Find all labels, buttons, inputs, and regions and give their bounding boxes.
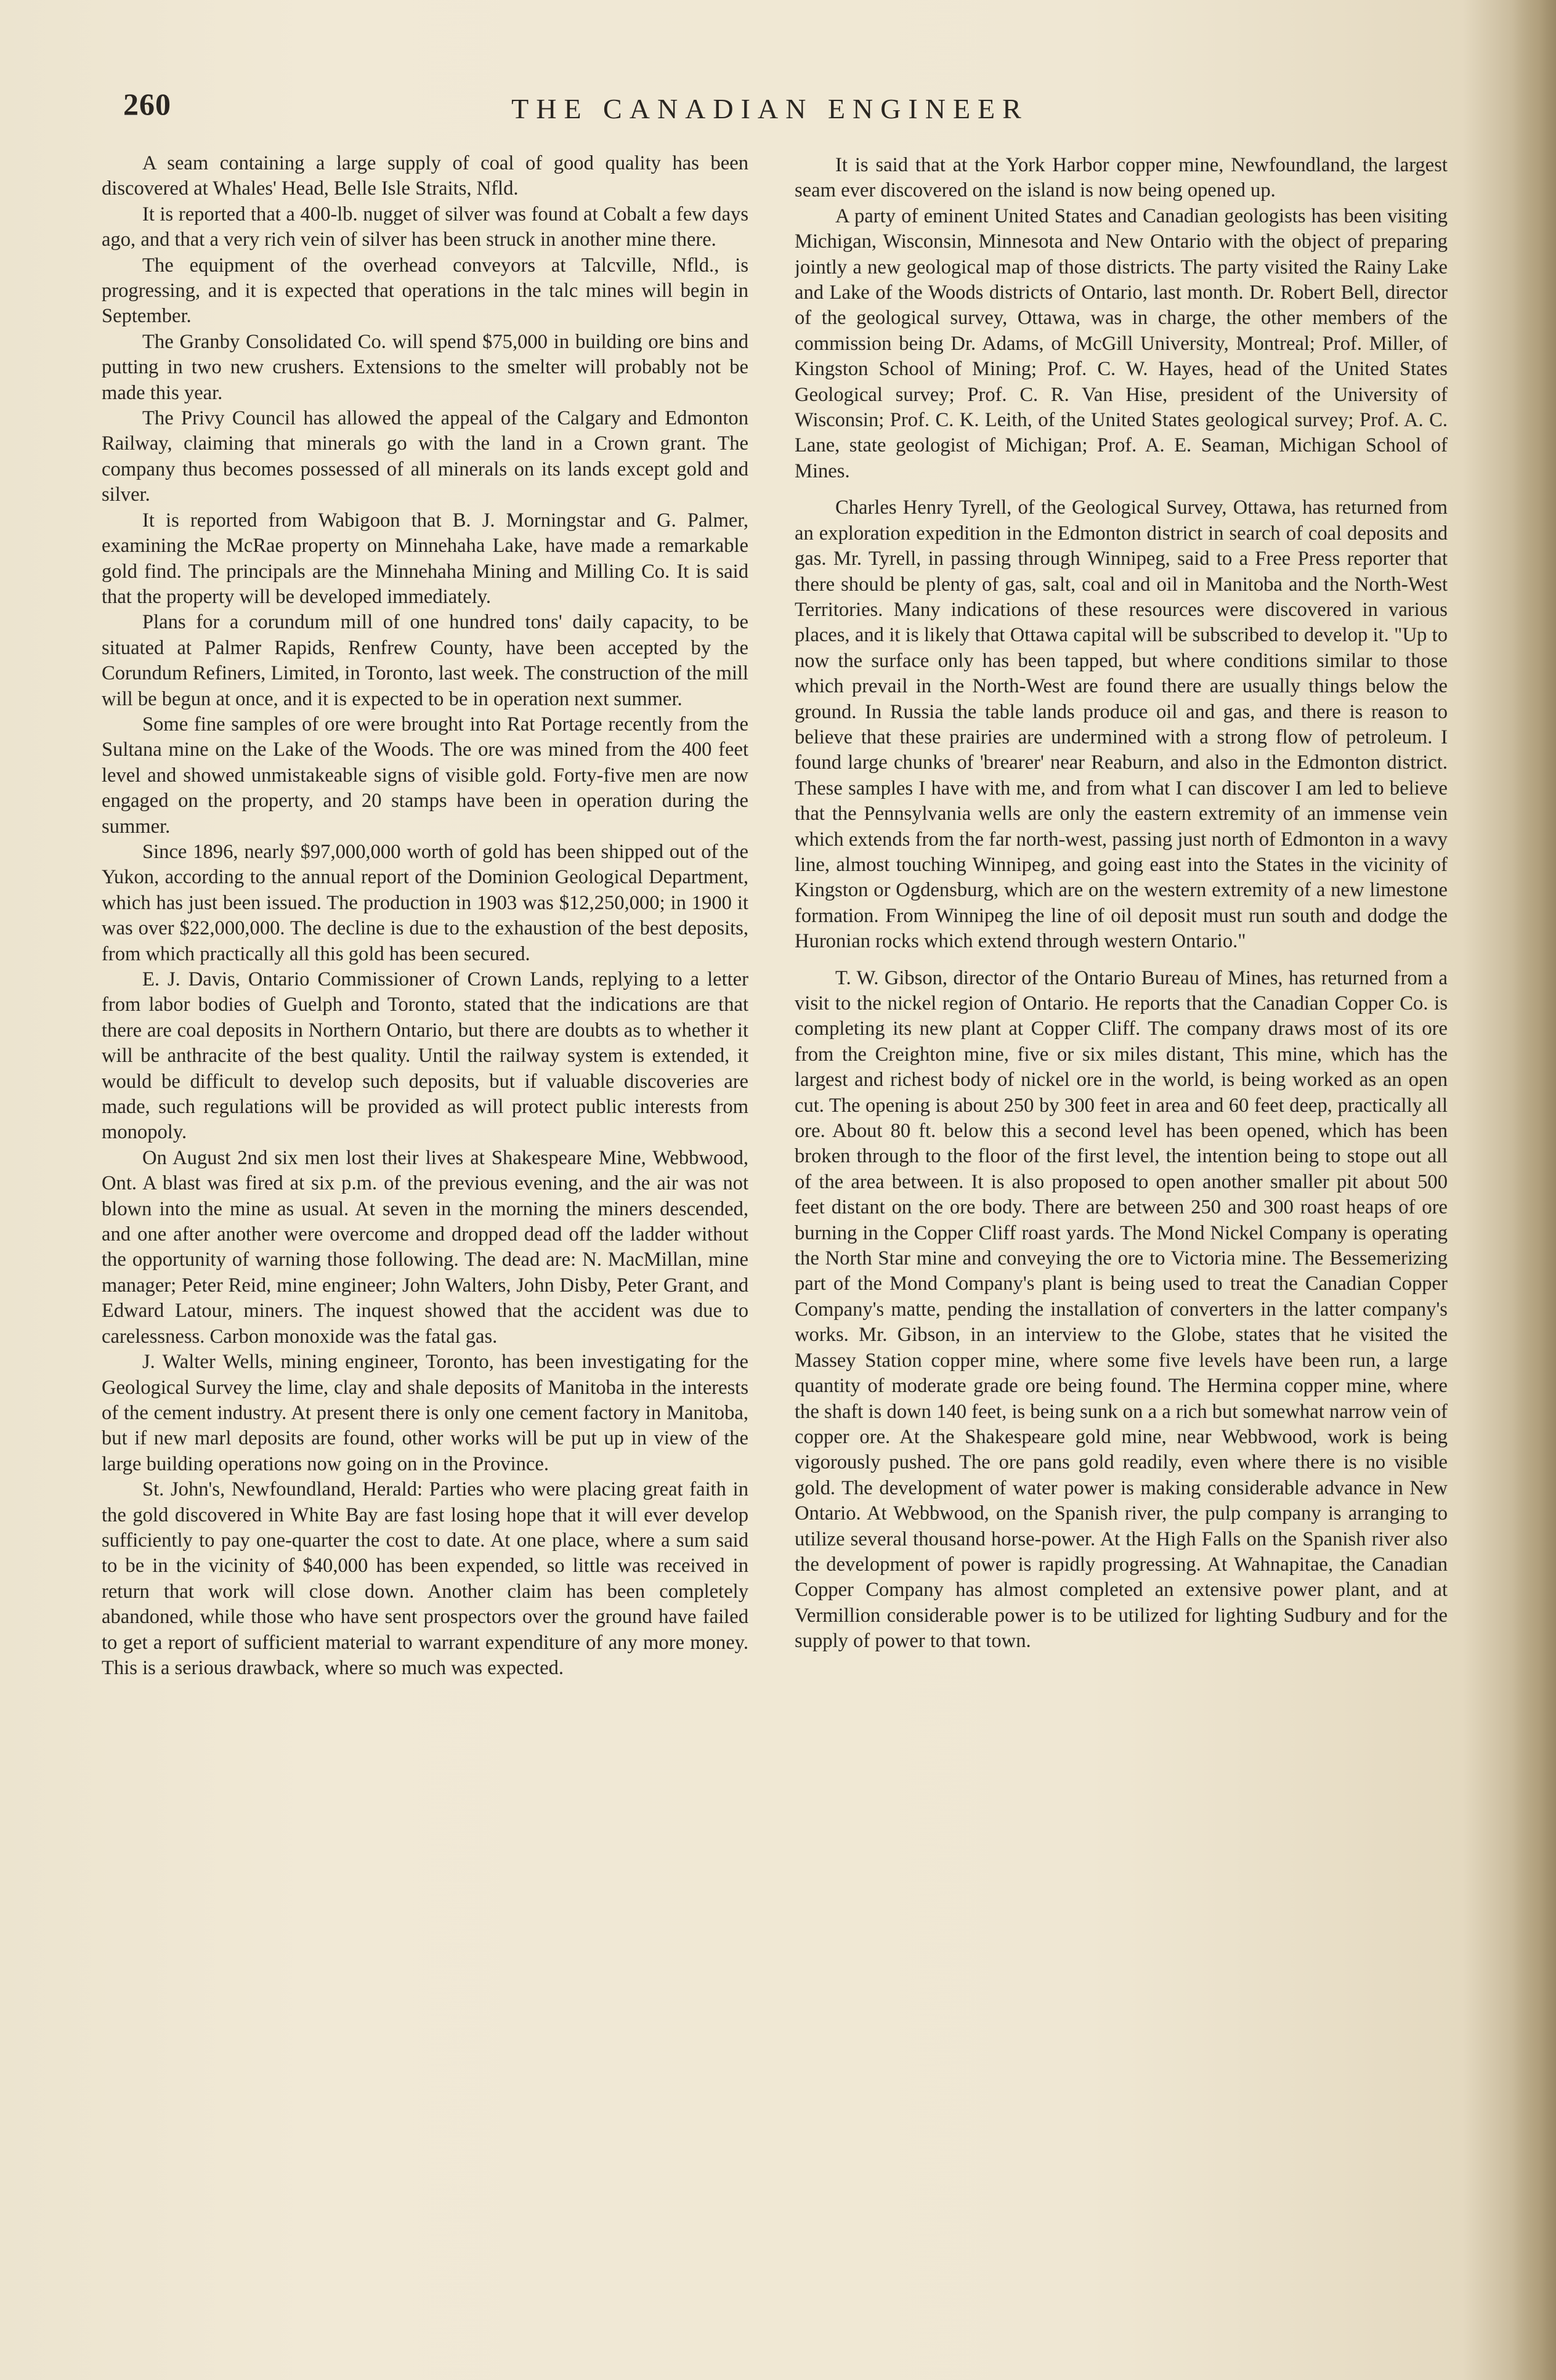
binding-shadow (1513, 0, 1556, 2380)
news-item: It is reported from Wabigoon that B. J. Morningstar and G. Palmer, examining the McRae property on Minnehaha Lake, have made a remarkable gold find. The principals are the Minnehaha Mining and Milling Co. It is said that the property will be developed immediately. (102, 509, 748, 608)
news-item: The equipment of the overhead conveyors at Talcville, Nfld., is progressing, and it is expected that operations in the talc mines will begin in September. (102, 254, 748, 328)
news-item: St. John's, Newfoundland, Herald: Parties who were placing great faith in the gold discovered in White Bay are fast losing hope that it will ever develop sufficiently to pay one-quarter the cost to date. At one place, where a sum said to be in the vicinity of $40,000 has been expended, so little was received in return that work will close down. Another claim has been completely abandoned, while those who have sent prospectors over the ground have failed to get a report of sufficient material to warrant expenditure of any more money. This is a serious drawback, where so much was expected. (102, 1478, 748, 1679)
right-column (795, 153, 1448, 2296)
news-item: The Granby Consolidated Co. will spend $75,000 in building ore bins and putting in two new crushers. Extensions to the smelter will probably not be made this year. (102, 330, 748, 404)
news-item: Charles Henry Tyrell, of the Geological Survey, Ottawa, has returned from an exploration expedition in the Edmonton district in search of coal deposits and gas. Mr. Tyrell, in passing through Winnipeg, said to a Free Press reporter that there should be plenty of gas, salt, coal and oil in Manitoba and the North-West Territories. Many indications of these resources were discovered in various places, and it is likely that Ottawa capital will be subscribed to develop it. "Up to now the surface only has been tapped, but where conditions similar to those which prevail in the North-West are found there are usually things below the ground. In Russia the table lands produce oil and gas, and there is reason to believe that these prairies are undermined with a strong flow of petroleum. I found large chunks of 'brearer' near Reaburn, and also in the Edmonton district. These samples I have with me, and from what I can discover I am led to believe that the Pennsylvania wells are only the eastern extremity of an immense vein which extends from the far north-west, passing just north of Edmonton in a wavy line, almost touching Winnipeg, and going east into the States in the vicinity of Kingston or Ogdensburg, which are on the western extremity of a new limestone formation. From Winnipeg the line of oil deposit must run south and dodge the Huronian rocks which extend through western Ontario." (795, 496, 1448, 953)
journal-title: THE CANADIAN ENGINEER (511, 93, 1029, 124)
news-item: It is reported that a 400-lb. nugget of silver was found at Cobalt a few days ago, and that a very rich vein of silver has been struck in another mine there. (102, 203, 748, 251)
page-number: 260 (123, 87, 171, 121)
news-item: A seam containing a large supply of coal of good quality has been discovered at Whales' Head, Belle Isle Straits, Nfld. (102, 152, 748, 200)
news-item: Some fine samples of ore were brought into Rat Portage recently from the Sultana mine on the Lake of the Woods. The ore was mined from the 400 feet level and showed unmistakeable signs of visible gold. Forty-five men are now engaged on the property, and 20 stamps have been in operation during the summer. (102, 713, 748, 838)
news-item: On August 2nd six men lost their lives at Shakespeare Mine, Webbwood, Ont. A blast was fired at six p.m. of the previous evening, and the air was not blown into the mine as usual. At seven in the morning the miners descended, and one after another were overcome and dropped dead off the ladder without the opportunity of warning those following. The dead are: N. MacMillan, mine manager; Peter Reid, mine engineer; John Walters, John Disby, Peter Grant, and Edward Latour, miners. The inquest showed that the accident was due to carelessness. Carbon monoxide was the fatal gas. (102, 1146, 748, 1348)
news-item: Plans for a corundum mill of one hundred tons' daily capacity, to be situated at Palmer Rapids, Renfrew County, have been accepted by the Corundum Refiners, Limited, in Toronto, last week. The construction of the mill will be begun at once, and it is expected to be in operation next summer. (102, 611, 748, 710)
news-item: It is said that at the York Harbor copper mine, Newfoundland, the largest seam ever discovered on the island is now being opened up. (795, 154, 1448, 202)
news-item: Since 1896, nearly $97,000,000 worth of gold has been shipped out of the Yukon, according to the annual report of the Dominion Geological Department, which has just been issued. The production in 1903 was $12,250,000; in 1900 it was over $22,000,000. The decline is due to the exhaustion of the best deposits, from which practically all this gold has been secured. (102, 840, 748, 965)
news-item: The Privy Council has allowed the appeal of the Calgary and Edmonton Railway, claiming that minerals go with the land in a Crown grant. The company thus becomes possessed of all minerals on its lands except gold and silver. (102, 407, 748, 506)
news-item: A party of eminent United States and Canadian geologists has been visiting Michigan, Wisconsin, Minnesota and New Ontario with the object of preparing jointly a new geological map of those districts. The party visited the Rainy Lake and Lake of the Woods districts of Ontario, last month. Dr. Robert Bell, director of the geological survey, Ottawa, was in charge, the other members of the commission being Dr. Adams, of McGill University, Montreal; Prof. Miller, of Kingston School of Mining; Prof. C. W. Hayes, head of the United States Geological survey; Prof. C. R. Van Hise, president of the University of Wisconsin; Prof. C. K. Leith, of the United States geological survey; Prof. A. C. Lane, state geologist of Michigan; Prof. A. E. Seaman, Michigan School of Mines. (795, 204, 1448, 482)
left-column (102, 151, 748, 2294)
news-item: T. W. Gibson, director of the Ontario Bureau of Mines, has returned from a visit to the nickel region of Ontario. He reports that the Canadian Copper Co. is completing its new plant at Copper Cliff. The company draws most of its ore from the Creighton mine, five or six miles distant, This mine, which has the largest and richest body of nickel ore in the world, is being worked as an open cut. The opening is about 250 by 300 feet in area and 60 feet deep, practically all ore. About 80 ft. below this a second level has been opened, which has been broken through to the floor of the first level, the intention being to stope out all of the area between. It is also proposed to open another smaller pit about 500 feet distant on the ore body. There are between 250 and 300 roast heaps of ore burning in the Copper Cliff roast yards. The Mond Nickel Company is operating the North Star mine and conveying the ore to Victoria mine. The Bessemerizing part of the Mond Company's plant is being used to treat the Canadian Copper Company's matte, pending the installation of converters in the latter company's works. Mr. Gibson, in an interview to the Globe, states that he visited the Massey Station copper mine, where some five levels have been run, a large quantity of moderate grade ore being found. The Hermina copper mine, where the shaft is down 140 feet, is being sunk on a a rich but somewhat narrow vein of copper ore. At the Shakespeare gold mine, near Webbwood, work is being vigorously pushed. The ore pans gold readily, even where there is no visible gold. The development of water power is making considerable advance in New Ontario. At Webbwood, on the Spanish river, the pulp company is arranging to utilize several thousand horse-power. At the High Falls on the Spanish river also the development of power is rapidly progressing. At Wahnapitae, the Canadian Copper Company has almost completed an extensive power plant, and at Vermillion considerable power is to be utilized for lighting Sudbury and for the supply of power to that town. (795, 966, 1448, 1653)
news-item: J. Walter Wells, mining engineer, Toronto, has been investigating for the Geological Survey the lime, clay and shale deposits of Manitoba in the interests of the cement industry. At present there is only one cement factory in Manitoba, but if new marl deposits are found, other works will be put up in view of the large building operations now going on in the Province. (102, 1351, 748, 1475)
news-item: E. J. Davis, Ontario Commissioner of Crown Lands, replying to a letter from labor bodies of Guelph and Toronto, stated that the indications are that there are coal deposits in Northern Ontario, but there are doubts as to whether it will be anthracite of the best quality. Until the railway system is extended, it would be difficult to develop such deposits, but if valuable discoveries are made, such regulations will be provided as will protect public interests from monopoly. (102, 968, 748, 1144)
